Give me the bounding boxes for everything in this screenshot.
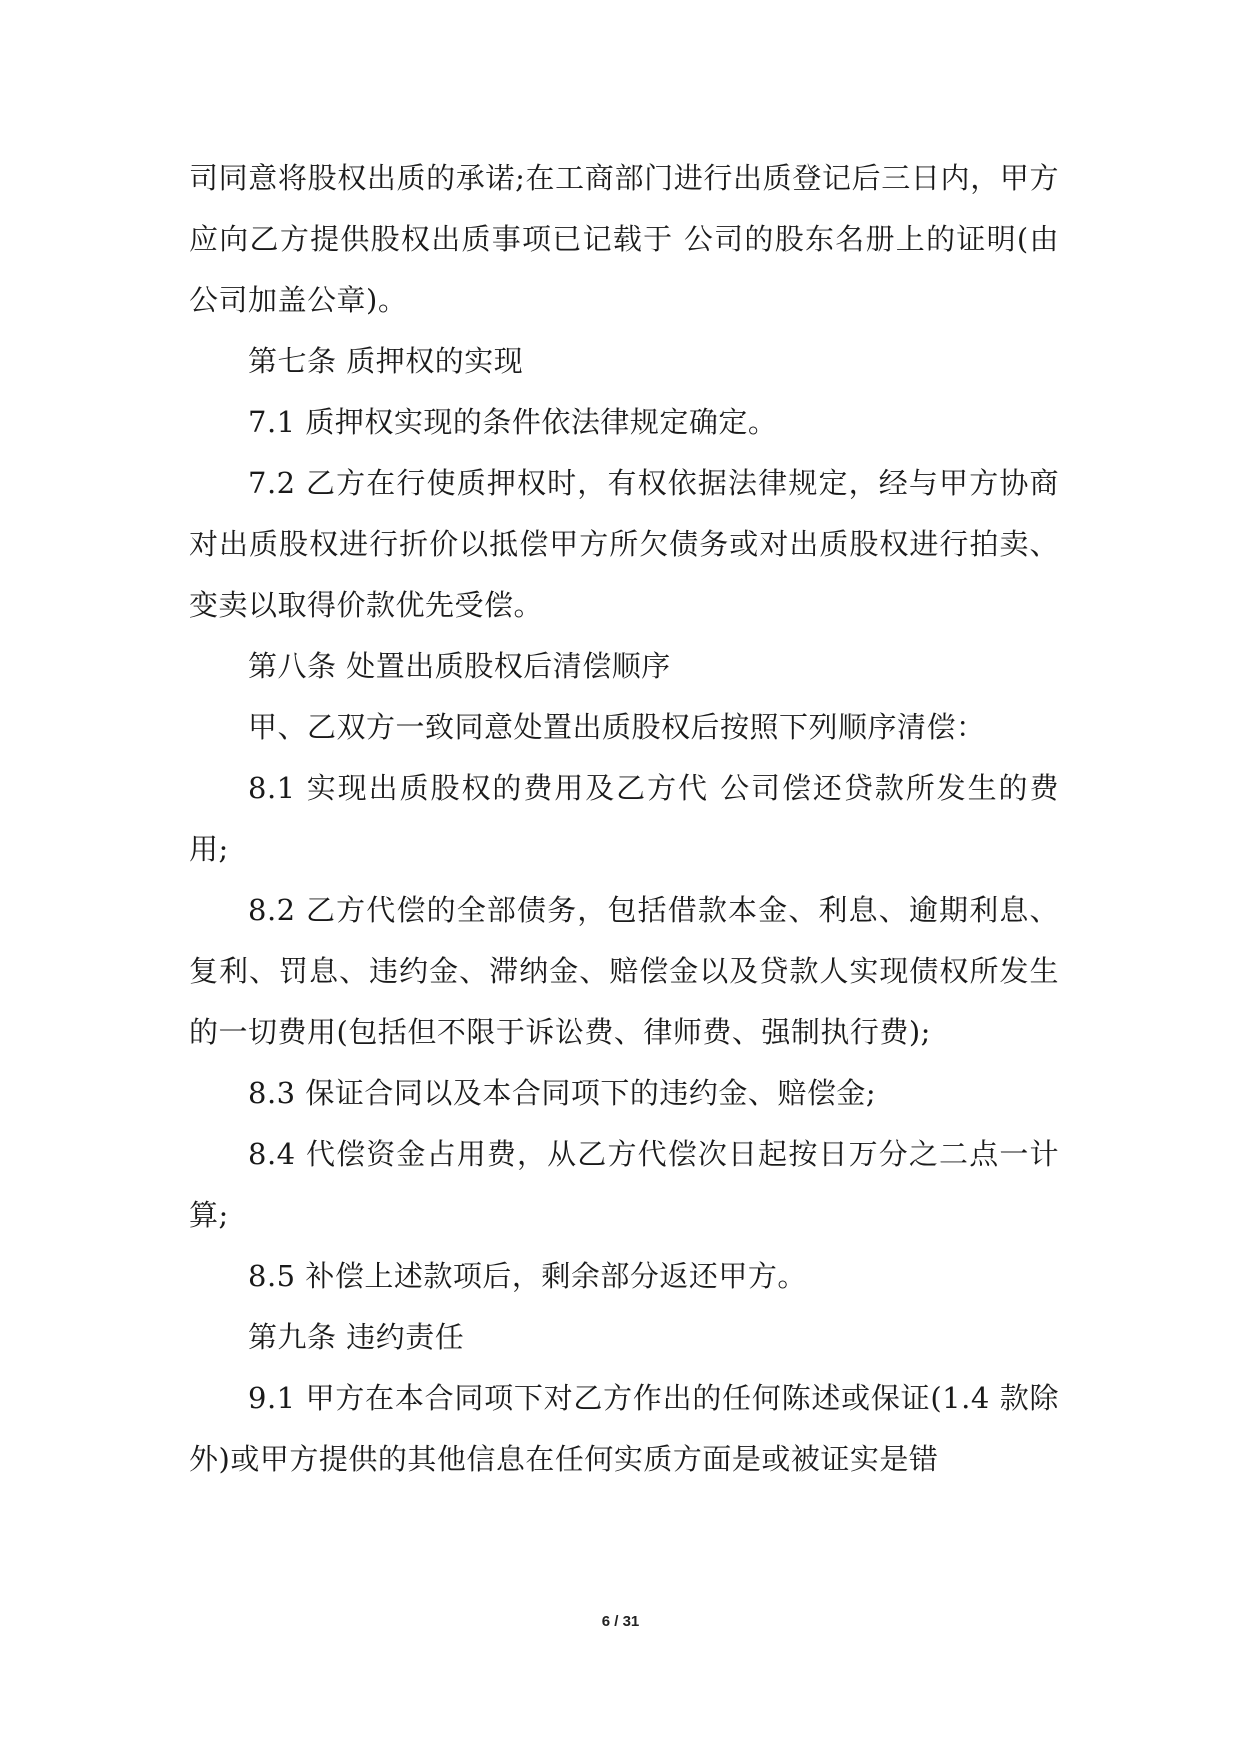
article-7-heading: 第七条 质押权的实现	[248, 344, 524, 378]
clause-8-5: 8.5 补偿上述款项后，剩余部分返还甲方。	[248, 1259, 807, 1293]
clause-7-1: 7.1 质押权实现的条件依法律规定确定。	[248, 405, 778, 439]
article-8-heading: 第八条 处置出质股权后清偿顺序	[248, 649, 671, 683]
clause-8-3: 8.3 保证合同以及本合同项下的违约金、赔偿金;	[248, 1076, 877, 1110]
clause-9-1: 9.1 甲方在本合同项下对乙方作出的任何陈述或保证(1.4 款除外)或甲方提供的其他信息在任何实质方面是或被证实是错	[189, 1381, 1059, 1476]
document-body	[189, 148, 1059, 1490]
article-9-heading: 第九条 违约责任	[248, 1320, 465, 1354]
clause-8-2: 8.2 乙方代偿的全部债务，包括借款本金、利息、逾期利息、复利、罚息、违约金、滞纳金、赔偿金以及贷款人实现债权所发生的一切费用(包括但不限于诉讼费、律师费、强制执行费);	[189, 893, 1059, 1049]
clause-8-4: 8.4 代偿资金占用费，从乙方代偿次日起按日万分之二点一计算;	[189, 1137, 1059, 1232]
clause-7-2: 7.2 乙方在行使质押权时，有权依据法律规定，经与甲方协商对出质股权进行折价以抵偿甲方所欠债务或对出质股权进行拍卖、变卖以取得价款优先受偿。	[189, 466, 1059, 622]
paragraph-1: 司同意将股权出质的承诺;在工商部门进行出质登记后三日内，甲方应向乙方提供股权出质事项已记载于 公司的股东名册上的证明(由 公司加盖公章)。	[189, 161, 1059, 317]
page-number: 6 / 31	[601, 1613, 640, 1630]
article-8-intro: 甲、乙双方一致同意处置出质股权后按照下列顺序清偿：	[248, 710, 986, 744]
clause-8-1: 8.1 实现出质股权的费用及乙方代 公司偿还贷款所发生的费用;	[189, 771, 1059, 866]
